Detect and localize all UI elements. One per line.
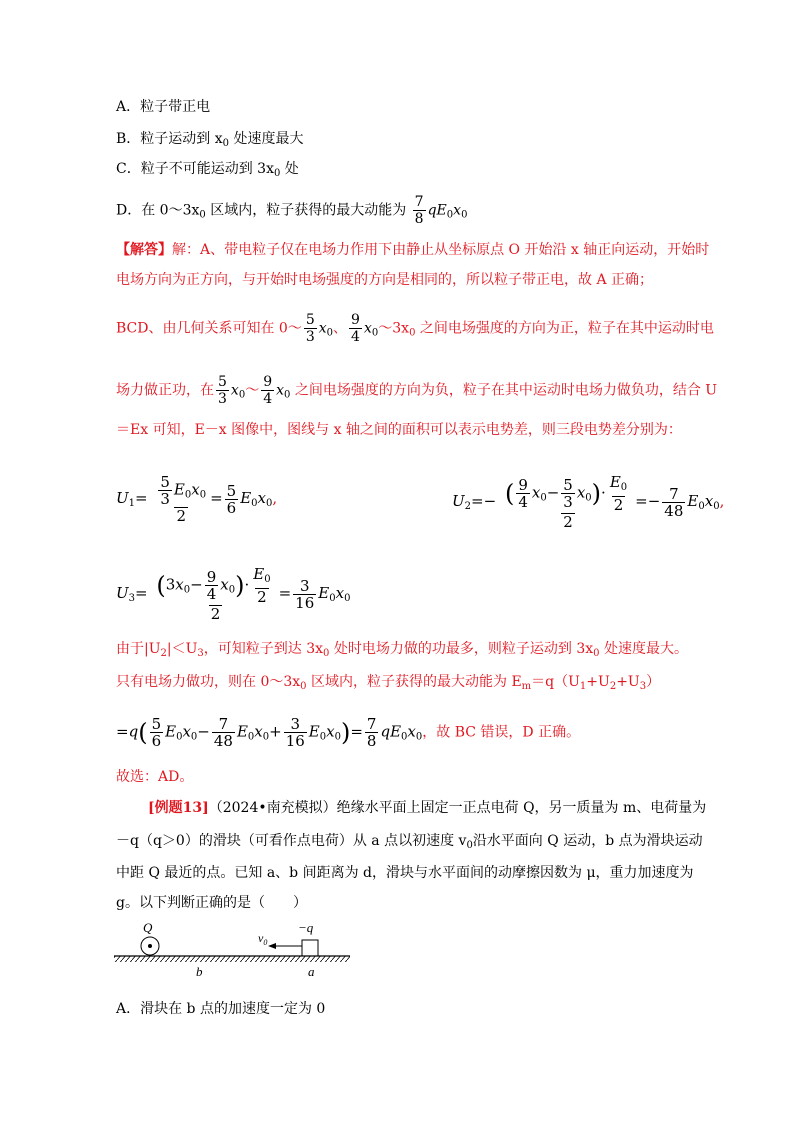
- fraction: [225, 483, 239, 516]
- frac-den: 4: [206, 585, 217, 603]
- fraction: [608, 474, 629, 513]
- option-d-mid: 区域内，粒子获得的最大动能为: [205, 202, 407, 219]
- fraction: [293, 578, 316, 611]
- fraction: [662, 486, 685, 519]
- answer-text: 、: [333, 320, 348, 337]
- frac-num: 9: [351, 312, 360, 328]
- fraction: [212, 716, 235, 749]
- frac-den: 3: [563, 493, 573, 511]
- answer-line-7: [116, 673, 660, 696]
- var-e: E: [253, 565, 265, 583]
- answer-tag: 【解答】: [116, 242, 172, 258]
- fraction: [516, 477, 530, 510]
- sub: 0: [251, 498, 258, 509]
- frac-num: 9: [263, 374, 273, 390]
- frac-den: 48: [213, 732, 233, 750]
- option-b-sub: 0: [222, 138, 230, 149]
- option-b-tail: 处速度最大: [229, 131, 304, 147]
- example-text: －q（q＞0）的滑块（可看作点电荷）从 a 点以初速度 v: [116, 833, 467, 849]
- var-x: x: [220, 575, 229, 594]
- option-c: [116, 160, 299, 183]
- frac-num: 5: [226, 481, 237, 500]
- answer-text: 解：A、带电粒子仅在电场力作用下由静止从坐标原点 O 开始沿 x 轴正向运动，开始时: [172, 242, 710, 258]
- option-b-text: B．粒子运动到 x: [116, 131, 223, 147]
- fraction: [216, 374, 229, 407]
- var-e: E: [609, 473, 621, 491]
- example-tag: [例题13]: [148, 800, 209, 816]
- var-x: x: [407, 722, 416, 741]
- var-e: E: [173, 480, 185, 499]
- sub: 0: [326, 327, 334, 339]
- option-c-text: C．粒子不可能运动到 3x: [116, 161, 274, 177]
- sub: 0: [461, 209, 468, 221]
- var-x: x: [276, 382, 285, 399]
- sub: 0: [190, 731, 198, 743]
- sub: 0: [334, 731, 341, 743]
- answer-text: 场力做正功，在: [116, 382, 214, 399]
- fraction: [261, 374, 274, 407]
- fraction: [154, 566, 276, 622]
- frac-den: 4: [351, 329, 360, 345]
- frac-den: 3: [160, 490, 170, 508]
- sub: 0: [199, 489, 207, 501]
- sub: 2: [609, 681, 617, 692]
- equation-u2: $U_2=-$ ( $\frac{9}{4}$ $x_0-$ $\frac{5}{3}$ $x_0)\cdot$ $\frac{E_0}{2}$ 2 =− $\frac{7}{48}$ $E_0x_0$,: [452, 473, 725, 531]
- sub: 0: [585, 492, 592, 504]
- arrow-head-icon: [268, 943, 276, 949]
- frac-num: 3: [299, 576, 310, 595]
- sub: 0: [184, 489, 192, 501]
- sub: 0: [262, 731, 270, 743]
- frac-den: 2: [563, 513, 573, 531]
- example-line-4: g。以下判断正确的是（ ）: [116, 895, 307, 911]
- label-q: Q: [143, 920, 153, 935]
- answer-line-8: 故选：AD。: [116, 769, 194, 785]
- answer-line-6: [116, 640, 688, 663]
- var-x: x: [335, 584, 345, 602]
- frac-num: [154, 474, 208, 507]
- frac-num: ($3x_0-$ $\frac{9}{4}$ $x_0)\cdot$ $\frac{E_0}{2}$: [156, 565, 271, 606]
- frac-num: [251, 566, 272, 588]
- frac-den: 2: [613, 496, 624, 514]
- answer-text: ，可知粒子到达 3x: [203, 641, 324, 657]
- sub: 0: [228, 584, 236, 596]
- frac-num: [608, 474, 629, 496]
- sub: 1: [579, 681, 587, 692]
- sub: 0: [176, 731, 183, 743]
- charge-q-dot: [148, 944, 152, 948]
- option-d-sub: 0: [199, 209, 206, 221]
- sub: 0: [247, 731, 255, 743]
- answer-text: ～: [245, 382, 260, 399]
- answer-text: 之间电场强度的方向为正，粒子在其中运动时电: [415, 320, 714, 337]
- physics-figure: [112, 918, 352, 988]
- frac-den: 2: [210, 605, 221, 623]
- option-d-fraction: [413, 194, 426, 227]
- sub: 0: [344, 593, 351, 604]
- option-d-expr: qE: [427, 202, 447, 219]
- sub: m: [521, 681, 532, 692]
- equation-u3: $U_3=$ ($3x_0-$ $\frac{9}{4}$ $x_0)\cdot$ $\frac{E_0}{2}$ 2 = $\frac{3}{16}$ $E_0x_0$: [116, 565, 351, 623]
- frac-num: 5: [563, 476, 573, 494]
- sub: 3: [639, 681, 647, 692]
- answer-text: 处速度最大。: [599, 641, 688, 657]
- sub: 0: [593, 648, 600, 659]
- var-x: x: [318, 320, 327, 337]
- var-e: E: [165, 722, 177, 741]
- sub: 3: [197, 648, 204, 659]
- var-q: q: [128, 722, 139, 741]
- sub: 2: [160, 648, 167, 659]
- var-x: x: [182, 722, 191, 741]
- label-charge: −q: [298, 920, 314, 935]
- var-q: q: [380, 722, 391, 741]
- frac-den: 48: [664, 501, 684, 520]
- sub: 0: [300, 681, 307, 692]
- sub: 0: [323, 648, 330, 659]
- fraction: [284, 716, 307, 749]
- fraction: [158, 474, 172, 507]
- fraction: [304, 312, 317, 345]
- fraction: [205, 569, 219, 602]
- frac-num: 7: [218, 715, 229, 733]
- sub: 0: [284, 389, 291, 401]
- answer-text: 只有电场力做功，则在 0～3x: [116, 674, 301, 690]
- coef: 3: [165, 575, 176, 594]
- answer-line-2: 电场方向为正方向，与开始时电场强度的方向是相同的，所以粒子带正电，故 A 正确；: [116, 272, 654, 288]
- equation-u1: $U_1=$ $\frac{5}{3}$ $E_0x_0$ 2 = $\frac{5}{6}$ $E_0x_0$,: [116, 473, 278, 525]
- example-line-2: [116, 832, 703, 855]
- sub: 2: [464, 501, 472, 512]
- var-x: x: [704, 492, 714, 510]
- frac-num: 9: [206, 568, 217, 586]
- option-c-sub: 0: [273, 168, 281, 179]
- answer-text: |＜U: [166, 641, 198, 657]
- frac-den: 6: [151, 732, 162, 750]
- answer-text: +U: [616, 674, 640, 690]
- var-e: E: [390, 722, 402, 741]
- option-d-x: x: [453, 202, 462, 219]
- fraction: [154, 474, 208, 524]
- sub: 0: [466, 840, 473, 851]
- frac-num: 3: [290, 715, 301, 733]
- var-x: x: [257, 489, 267, 507]
- var-x: x: [230, 382, 239, 399]
- sub: 0: [698, 501, 705, 512]
- frac-den: 6: [226, 498, 237, 517]
- frac-den: 2: [176, 507, 186, 525]
- answer-text: ～3x: [378, 320, 410, 337]
- answer-text: ）: [646, 674, 661, 690]
- fraction: [251, 566, 272, 605]
- frac-den: 3: [218, 391, 227, 407]
- sub: 0: [401, 731, 408, 743]
- var-x: x: [191, 480, 200, 499]
- sub: 0: [266, 498, 273, 509]
- frac-num: 7: [366, 715, 377, 733]
- frac-num: 5: [305, 312, 315, 328]
- var-x: x: [363, 320, 372, 337]
- frac-den: 3: [305, 329, 315, 345]
- example-option-a: A．滑块在 b 点的加速度一定为 0: [116, 1001, 326, 1017]
- frac-num: 9: [518, 476, 528, 494]
- frac-den: 8: [366, 732, 377, 750]
- frac-den: 16: [285, 732, 305, 750]
- option-b: [116, 130, 303, 153]
- sub: 0: [540, 492, 547, 504]
- sub: 0: [319, 731, 327, 743]
- option-a: A．粒子带正电: [116, 99, 211, 115]
- var-e: E: [308, 722, 320, 741]
- option-d-text: D．在 0～3x: [116, 202, 200, 219]
- option-c-tail: 处: [280, 161, 299, 177]
- var-u: U: [116, 489, 129, 507]
- var-e: E: [318, 584, 330, 602]
- sub: 0: [415, 731, 423, 743]
- answer-line-1: [116, 241, 709, 259]
- var-e: E: [240, 489, 252, 507]
- var-x: x: [576, 483, 586, 502]
- sub: 0: [371, 327, 379, 339]
- label-a: a: [308, 964, 315, 979]
- label-v0: $v_0$: [258, 931, 268, 947]
- frac-den: 16: [295, 593, 315, 612]
- var-u: U: [116, 584, 129, 602]
- answer-text: +U: [586, 674, 610, 690]
- ground-hatch: [114, 956, 350, 962]
- answer-text: ，故 BC 错误，D 正确。: [422, 724, 581, 741]
- fraction: [349, 312, 362, 345]
- frac-den: 2: [257, 588, 267, 606]
- example-line-3: 中距 Q 最近的点。已知 a、b 间距离为 d，滑块与水平面间的动摩擦因数为 μ，重力加速度为: [116, 865, 694, 881]
- sub: 0: [264, 574, 271, 585]
- sub: 3: [128, 593, 136, 604]
- answer-line-3: [116, 312, 714, 345]
- answer-line-4: [116, 374, 717, 407]
- sub: 1: [128, 498, 136, 509]
- label-b: b: [196, 964, 203, 979]
- frac-den: 8: [414, 211, 424, 227]
- example-line-1: [148, 799, 706, 817]
- frac-num: 7: [414, 194, 424, 210]
- answer-text: 区域内，粒子获得的最大动能为 E: [306, 674, 522, 690]
- answer-text: 之间电场强度的方向为负，粒子在其中运动时电场力做负功，结合 U: [290, 382, 718, 399]
- fraction: [150, 716, 164, 749]
- frac-num: 5: [160, 473, 170, 491]
- example-text: （2024•南充模拟）绝缘水平面上固定一正点电荷 Q，另一质量为 m、电荷量为: [208, 800, 707, 816]
- sub: 0: [446, 209, 454, 221]
- frac-num: 5: [218, 374, 227, 390]
- var-x: x: [531, 483, 541, 502]
- answer-text: 由于|U: [116, 641, 161, 657]
- frac-den: 4: [263, 391, 273, 407]
- sub: 0: [329, 593, 336, 604]
- var-u: U: [452, 492, 465, 510]
- sub: 0: [409, 327, 416, 339]
- var-x: x: [326, 722, 335, 741]
- fraction: [503, 474, 633, 530]
- answer-text: 处时电场力做的功最多，则粒子运动到 3x: [329, 641, 594, 657]
- frac-num: 5: [151, 715, 162, 733]
- frac-num: ( $\frac{9}{4}$ $x_0-$ $\frac{5}{3}$ $x_0)\cdot$ $\frac{E_0}{2}$: [504, 473, 628, 514]
- fraction: [365, 716, 379, 749]
- answer-text: BCD、由几何关系可知在 0～: [116, 320, 302, 337]
- var-e: E: [687, 492, 699, 510]
- fraction: [561, 477, 575, 510]
- sub: 0: [620, 482, 628, 493]
- frac-num: 7: [669, 484, 679, 503]
- frac-den: 4: [518, 493, 528, 511]
- example-text: 沿水平面向 Q 运动，b 点为滑块运动: [472, 833, 703, 849]
- equation-final: =q( $\frac{5}{6}$ $E_0x_0-$ $\frac{7}{48}$ $E_0x_0+$ $\frac{3}{16}$ $E_0x_0)=$ $\frac{7}{8}$ $qE_0x_0$，故 BC 错误，D 正确。: [116, 715, 581, 750]
- sub: 0: [238, 389, 246, 401]
- answer-line-5: ＝Ex 可知，E－x 图像中，图线与 x 轴之间的面积可以表示电势差，则三段电势差分别为：: [116, 422, 682, 438]
- var-x: x: [175, 575, 184, 594]
- sub: 0: [183, 584, 191, 596]
- answer-text: ＝q（U: [531, 674, 580, 690]
- var-x: x: [254, 722, 263, 741]
- sub: 0: [713, 501, 720, 512]
- slider-block: [302, 940, 318, 956]
- var-e: E: [236, 722, 248, 741]
- option-d: [116, 194, 467, 227]
